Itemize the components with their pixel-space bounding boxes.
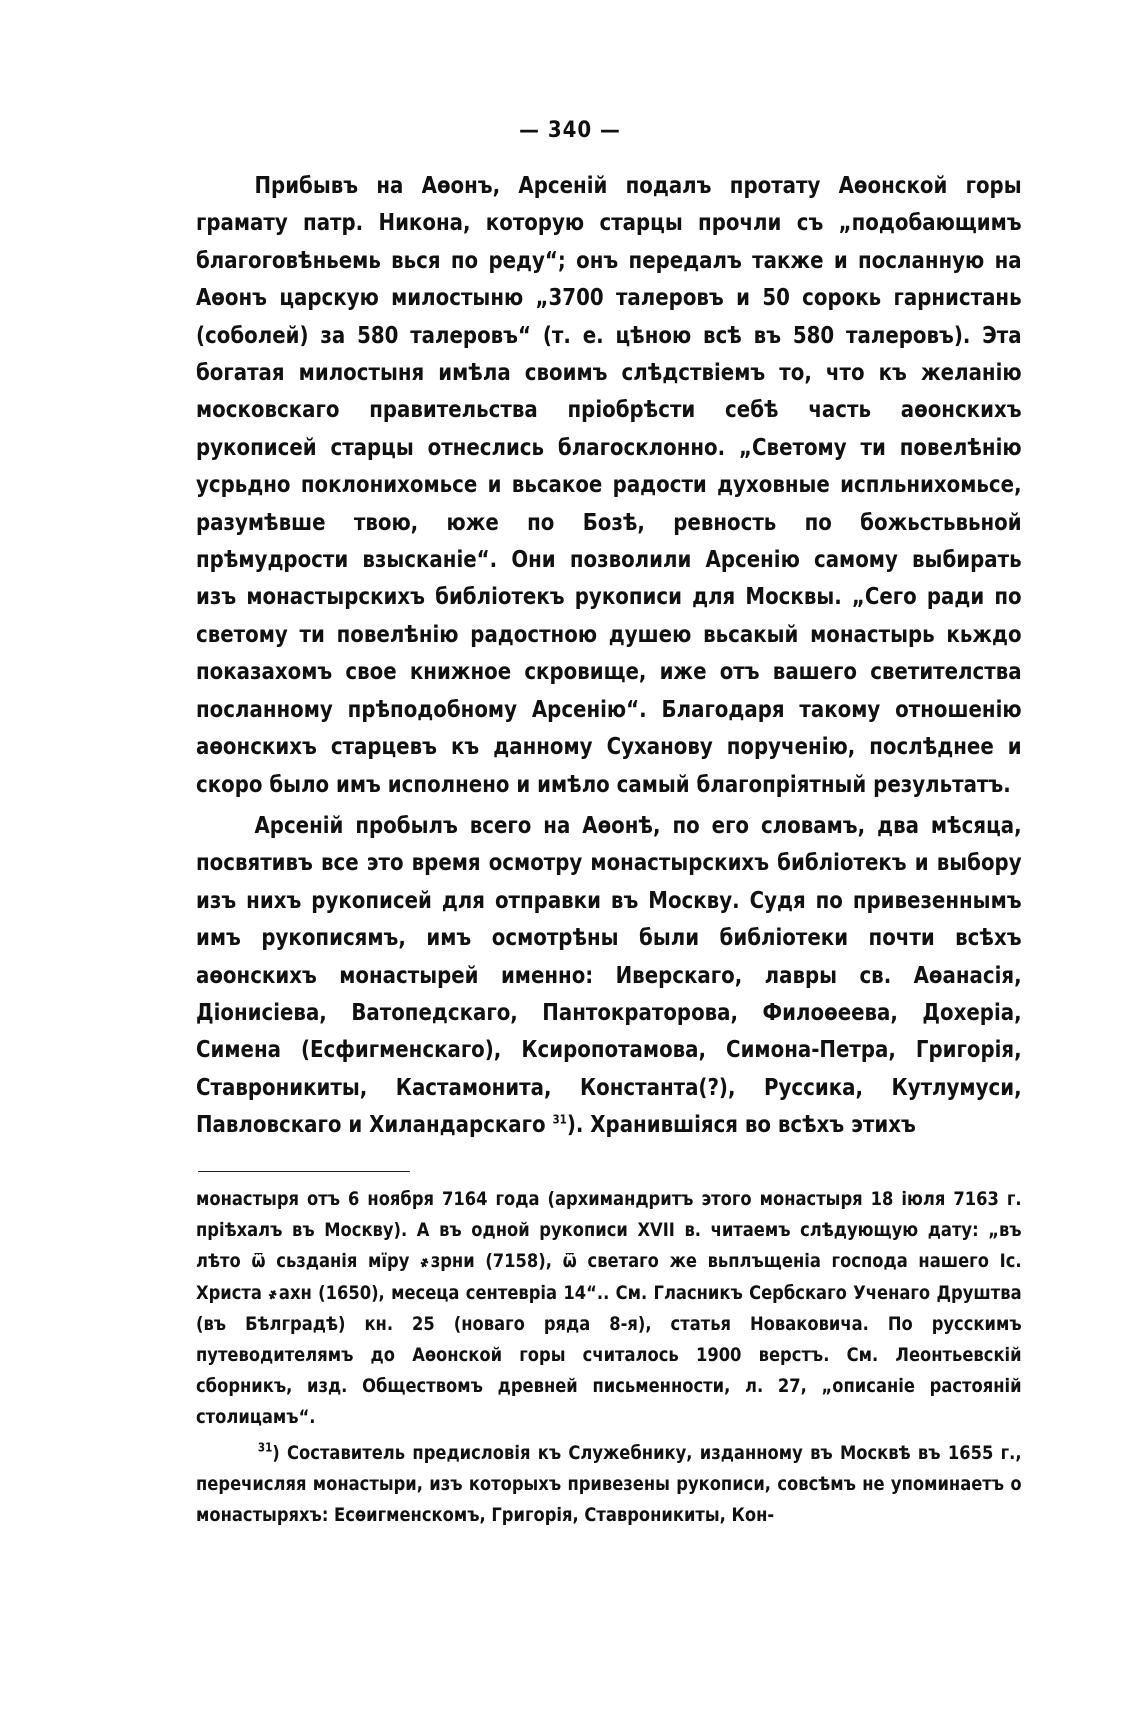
body-paragraph-2-text: Арсеній пробылъ всего на Аѳонѣ, по его словамъ, два мѣсяца, посвятивъ все это время осмотру монастырскихъ библіотекъ и выбору изъ нихъ рукописей для отправки въ Москву. Судя по привезеннымъ имъ рукописямъ, имъ осмотрѣны были библіотеки почти всѣхъ аѳонскихъ монастырей именно: Иверскаго, лавры св. Аѳанасія, Діонисіева, Ватопедскаго, Пантократорова, Филоѳеева, Дохеріа, Симена (Есфигменскаго), Ксиропотамова, Симона-Петра, Григорія, Ставроникиты, Кастамонита, Константа(?), Руссика, Кутлумуси, Павловскаго и Хиландарскаго	[196, 812, 1022, 1139]
footnotes	[196, 1184, 1022, 1531]
page-number: — 340 —	[519, 118, 621, 143]
body-paragraph-2	[196, 808, 1022, 1145]
footnote-continuation: монастыря отъ 6 ноября 7164 года (архимандритъ этого монастыря 18 іюля 7163 г. пріѣхалъ въ Москву). А въ одной рукописи XVII в. читаемъ слѣдующую дату: „въ лѣто ѿ сьзданія мїру ҂зрни (7158), ѿ светаго же вьплъщеніа господа нашего Іс. Христа ҂ахн (1650), месеца сентевріа 14“.. См. Гласникъ Сербскаго Ученаго Друштва (въ Бѣлградѣ) кн. 25 (новаго ряда 8-я), статья Новаковича. По русскимъ путеводителямъ до Аѳонской горы считалось 1900 верстъ. См. Леонтьевскій сборникъ, изд. Обществомъ древней письменности, л. 27, „описаніе растояній столицамъ“.	[196, 1188, 1022, 1429]
body-paragraph-2-tail: ). Хранившіяся во всѣхъ этихъ	[566, 1112, 916, 1139]
footnote-31-text: ) Составитель предисловія къ Служебнику, изданному въ Москвѣ въ 1655 г., перечисляя монастыри, изъ которыхъ привезены рукописи, совсѣмъ не упоминаетъ о монастыряхъ: Есѳигменскомъ, Григорія, Ставроникиты, Кон-	[196, 1441, 1022, 1527]
footnote-31	[196, 1438, 1022, 1532]
body-paragraph-1: Прибывъ на Аѳонъ, Арсеній подалъ протату Аѳонской горы грамату патр. Никона, которую старцы прочли съ „подобающимъ благоговѣньемь вься по реду“; онъ передалъ также и посланную на Аѳонъ царскую милостыню „3700 талеровъ и 50 сорокь гарнистань (соболей) за 580 талеровъ“ (т. е. цѣною всѣ въ 580 талеровъ). Эта богатая милостыня имѣла своимъ слѣдствіемъ то, что къ желанію московскаго правительства пріобрѣсти себѣ часть аѳонскихъ рукописей старцы отнеслись благосклонно. „Светому ти повелѣнію усрьдно поклонихомьсе и вьсакое радости духовные испльнихомьсе, разумѣвше твою, юже по Бозѣ, ревность по божьстьвьной прѣмудрости взысканіе“. Они позволили Арсенію самому выбирать изъ монастырскихъ библіотекъ рукописи для Москвы. „Сего ради по светому ти повелѣнію радостною душею вьсакый монастырь кьждо показахомъ свое книжное скровище, иже отъ вашего светителства посланному прѣподобному Арсенію“. Благодаря такому отношенію аѳонскихъ старцевъ къ данному Суханову порученію, послѣднее и скоро было имъ исполнено и имѣло самый благопріятный результатъ.	[196, 173, 1022, 798]
footnote-reference: 31	[552, 1112, 567, 1127]
main-text	[196, 168, 1022, 1145]
footnote-separator	[198, 1171, 410, 1172]
footnote-marker: 31	[257, 1440, 273, 1455]
